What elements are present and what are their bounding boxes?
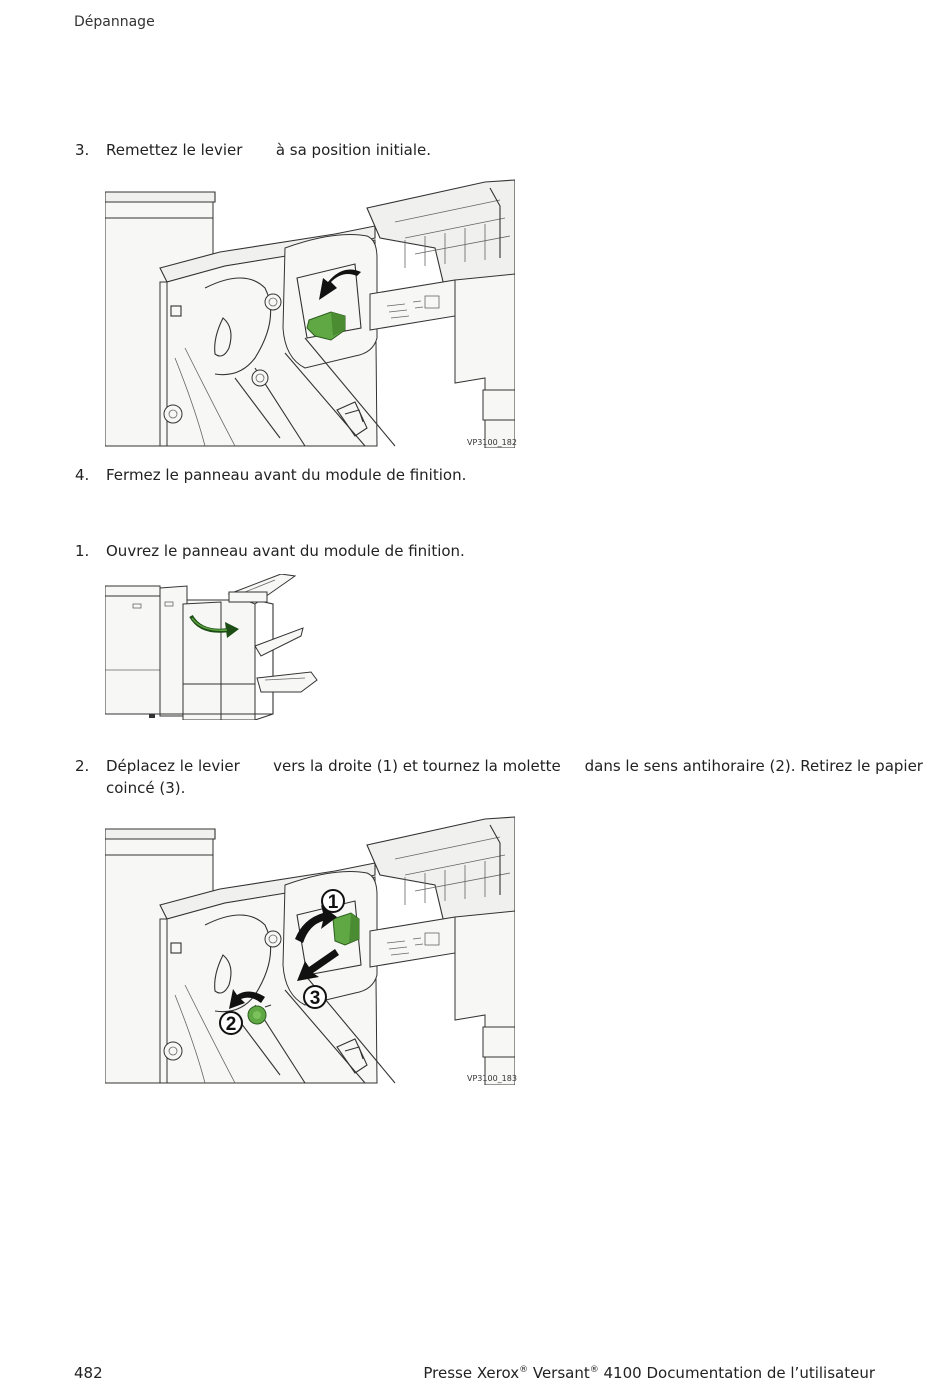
figure-clear-jam	[105, 815, 515, 1085]
finisher-jam-illustration	[105, 815, 515, 1085]
figure-open-front-panel	[105, 574, 325, 720]
step-text: Remettez le levier à sa position initiale.	[106, 141, 431, 159]
doc-title-suffix: 4100 Documentation de l’utilisateur	[598, 1364, 875, 1382]
registered-mark: ®	[589, 1365, 599, 1375]
step-1	[75, 540, 895, 562]
step-text-line-2: coincé (3).	[106, 779, 186, 797]
registered-mark: ®	[519, 1365, 529, 1375]
callout-1	[322, 890, 344, 913]
figure-code: VP3100_182	[467, 438, 517, 447]
step-number: 4.	[75, 466, 90, 484]
doc-title-mid: Versant	[528, 1364, 590, 1382]
step-4	[75, 464, 895, 486]
step-text: Fermez le panneau avant du module de finition.	[106, 466, 467, 484]
figure-code: VP3100_183	[467, 1074, 517, 1083]
step-number: 3.	[75, 141, 90, 159]
document-title	[423, 1364, 875, 1382]
doc-title-prefix: Presse Xerox	[423, 1364, 520, 1382]
step-text-line-1: Déplacez le levier vers la droite (1) et tournez la molette dans le sens antihoraire (2). Retirez le papier	[106, 757, 923, 775]
svg-text:3: 3	[309, 988, 321, 1009]
running-header: Dépannage	[74, 14, 155, 30]
callout-2	[220, 1012, 242, 1035]
callout-3	[304, 986, 326, 1009]
svg-text:2: 2	[225, 1014, 237, 1035]
step-2	[75, 755, 923, 799]
svg-text:1: 1	[327, 892, 339, 913]
page-number: 482	[74, 1364, 103, 1382]
step-number: 1.	[75, 542, 90, 560]
finisher-interior-illustration	[105, 178, 515, 448]
step-3	[75, 139, 895, 161]
step-number: 2.	[75, 757, 90, 775]
step-text: Ouvrez le panneau avant du module de finition.	[106, 542, 465, 560]
finisher-exterior-illustration	[105, 574, 325, 720]
figure-lever-return	[105, 178, 515, 448]
